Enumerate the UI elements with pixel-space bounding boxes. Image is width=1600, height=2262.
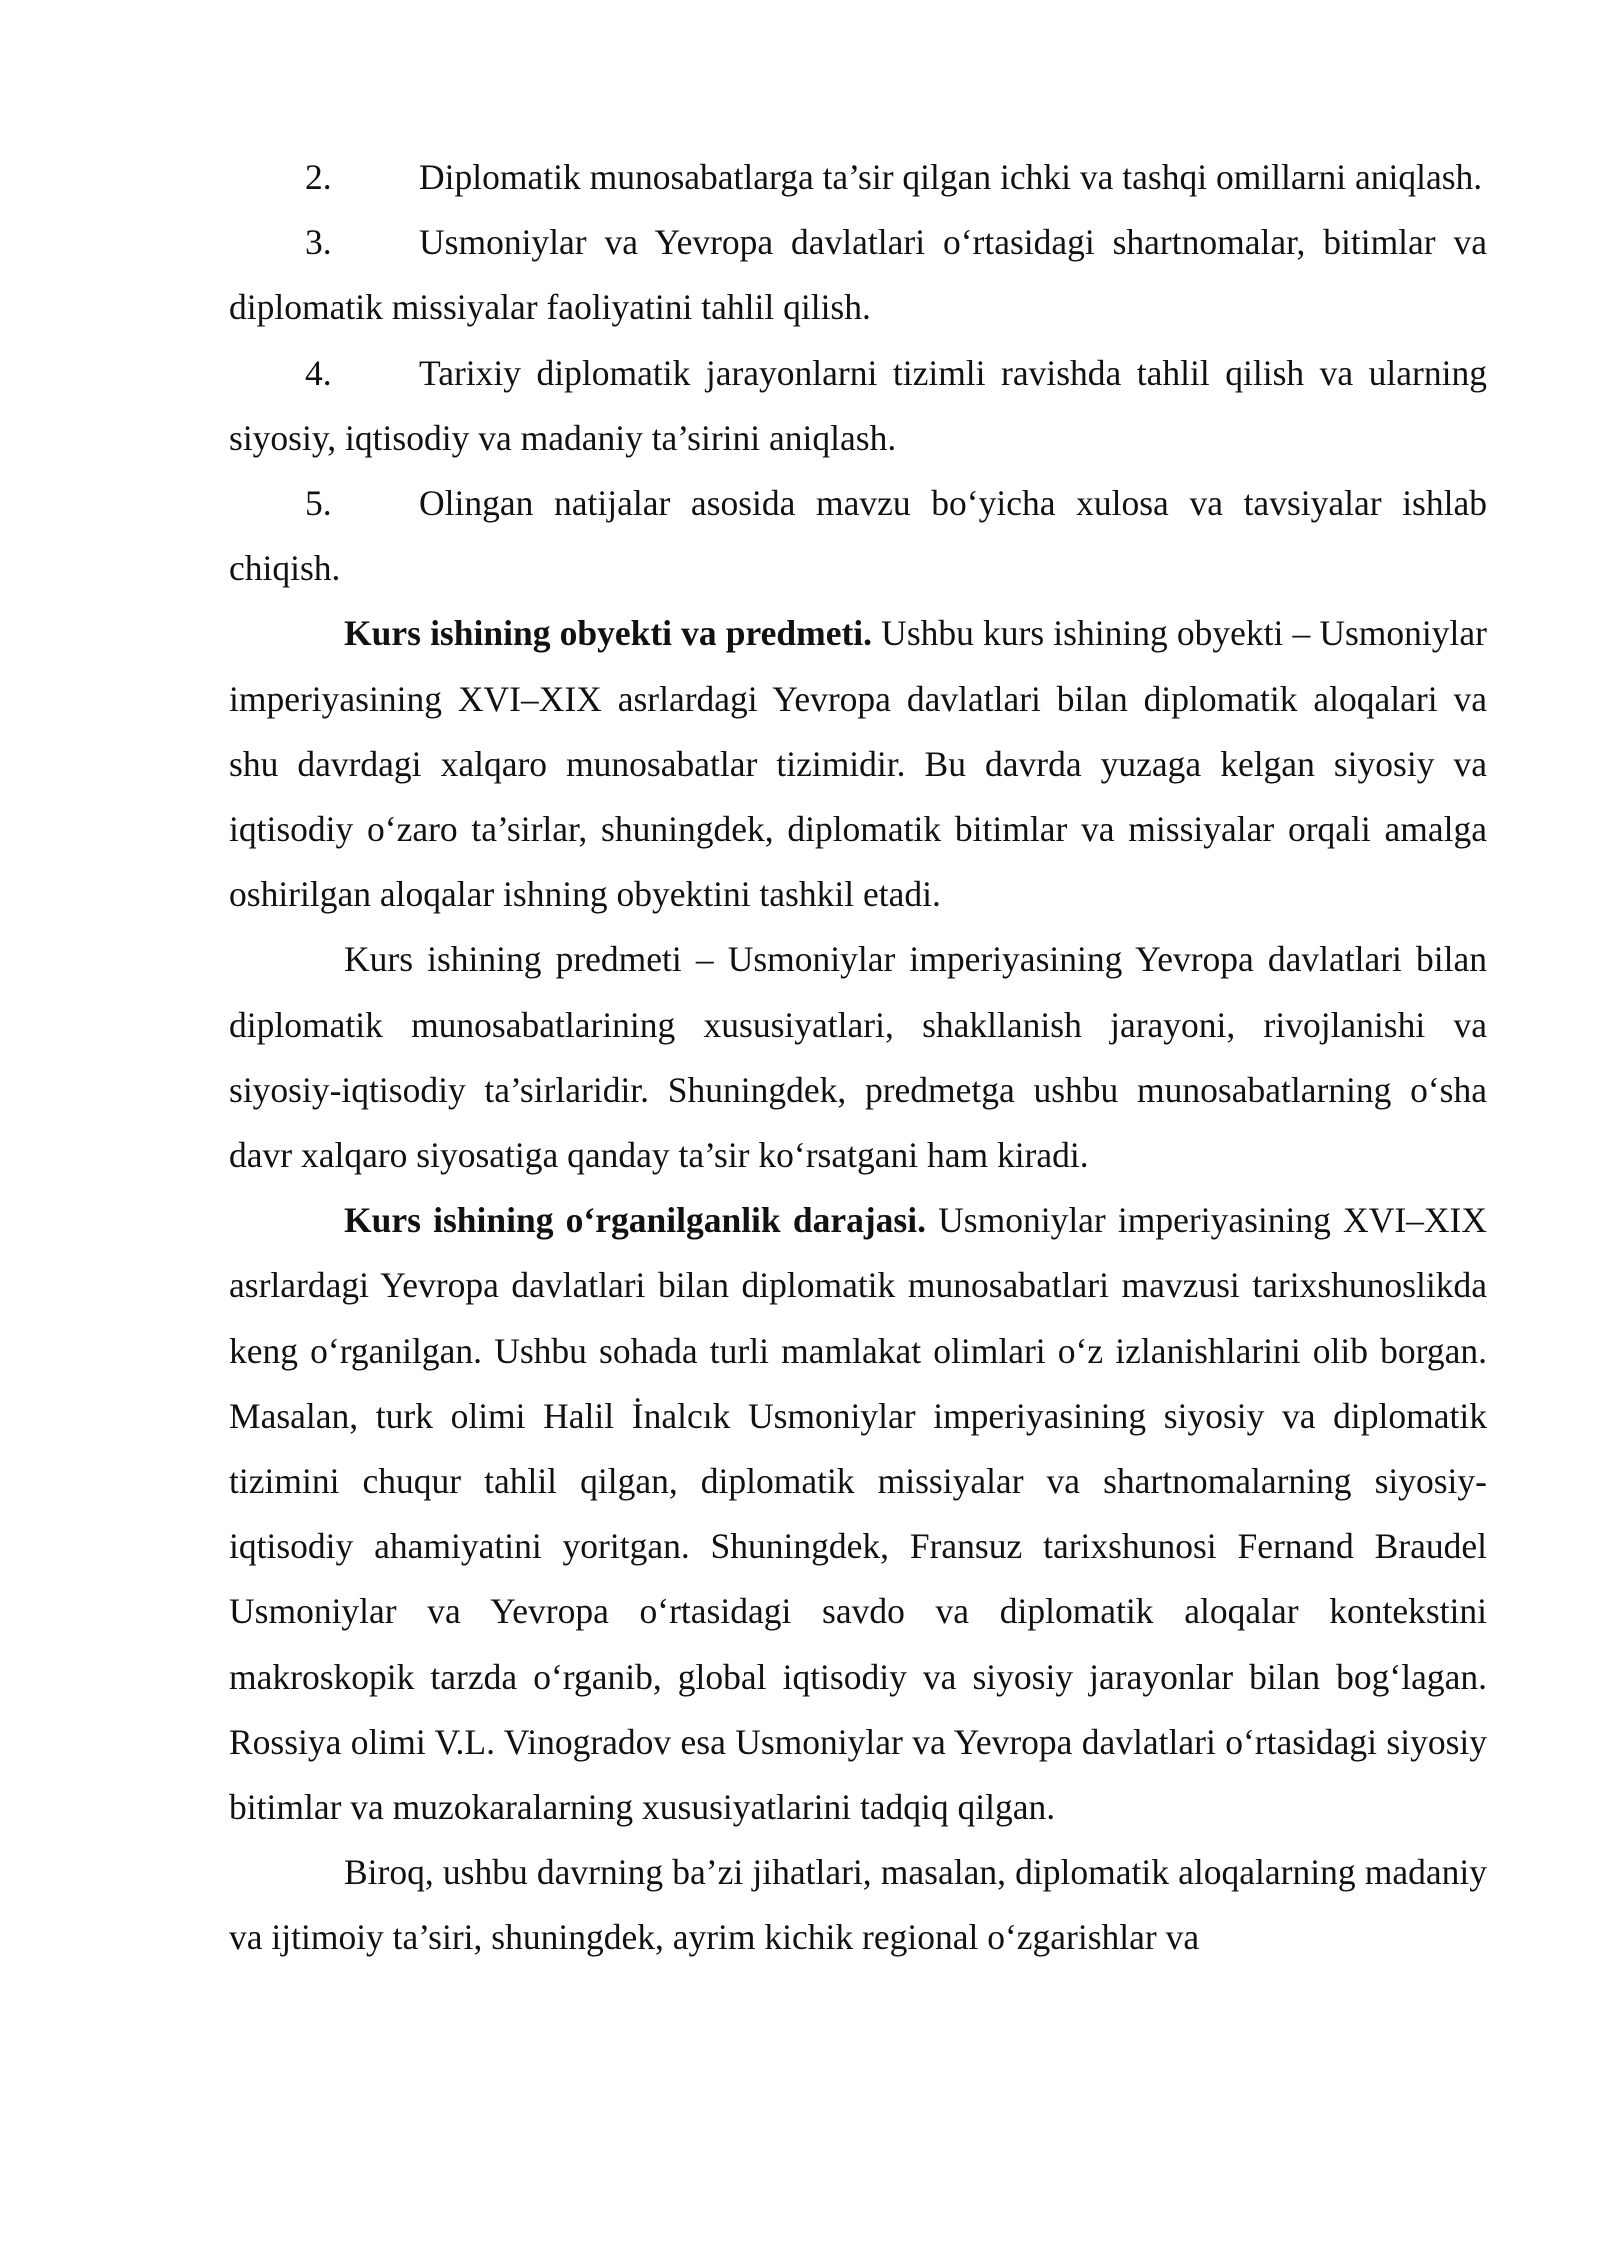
list-item-text: Olingan natijalar asosida mavzu bo‘yicha xulosa va tavsiyalar ishlab chiqish.: [229, 483, 1487, 589]
object-heading: Kurs ishining obyekti va predmeti.: [344, 613, 873, 654]
object-text: Ushbu kurs ishining obyekti – Usmoniylar imperiyasining XVI–XIX asrlardagi Yevropa davlatlari bilan diplomatik aloqalari va shu davrdagi xalqaro munosabatlar tizimidir. Bu davrda yuzaga kelgan siyosiy va iqtisodiy o‘zaro ta’sirlar, shuningdek, diplomatik bitimlar va missiyalar orqali amalga oshirilgan aloqalar ishning obyektini tashkil etadi.: [229, 613, 1487, 915]
last-paragraph: [229, 1840, 1487, 1970]
list-item-number: 3.: [305, 222, 332, 263]
study-paragraph: [229, 1188, 1487, 1840]
list-item: [229, 341, 1487, 471]
list-item-text: Tarixiy diplomatik jarayonlarni tizimli ravishda tahlil qilish va ularning siyosiy, iqtisodiy va madaniy ta’sirini aniqlash.: [229, 352, 1487, 458]
list-item: [229, 210, 1487, 340]
object-paragraph: [229, 601, 1487, 927]
last-text: Biroq, ushbu davrning ba’zi jihatlari, masalan, diplomatik aloqalarning madaniy va ijtimoiy ta’siri, shuningdek, ayrim kichik regional o‘zgarishlar va: [229, 1852, 1487, 1958]
study-heading: Kurs ishining o‘rganilganlik darajasi.: [344, 1200, 926, 1241]
list-item-number: 2.: [305, 157, 332, 197]
list-item: [229, 471, 1487, 601]
list-item-number: 4.: [305, 352, 332, 393]
list-item-text: Diplomatik munosabatlarga ta’sir qilgan ichki va tashqi omillarni aniqlash.: [419, 157, 1483, 197]
subject-text: Kurs ishining predmeti – Usmoniylar imperiyasining Yevropa davlatlari bilan diplomatik munosabatlarining xususiyatlari, shakllanish jarayoni, rivojlanishi va siyosiy-iqtisodiy ta’sirlaridir. Shuningdek, predmetga ushbu munosabatlarning o‘sha davr xalqaro siyosatiga qanday ta’sir ko‘rsatgani ham kiradi.: [229, 939, 1487, 1176]
study-text: Usmoniylar imperiyasining XVI–XIX asrlardagi Yevropa davlatlari bilan diplomatik munosabatlari mavzusi tarixshunoslikda keng o‘rganilgan. Ushbu sohada turli mamlakat olimlari o‘z izlanishlarini olib borgan. Masalan, turk olimi Halil İnalcık Usmoniylar imperiyasining siyosiy va diplomatik tizimini chuqur tahlil qilgan, diplomatik missiyalar va shartnomalarning siyosiy-iqtisodiy ahamiyatini yoritgan. Shuningdek, Fransuz tarixshunosi Fernand Braudel Usmoniylar va Yevropa o‘rtasidagi savdo va diplomatik aloqalar kontekstini makroskopik tarzda o‘rganib, global iqtisodiy va siyosiy jarayonlar bilan bog‘lagan. Rossiya olimi V.L. Vinogradov esa Usmoniylar va Yevropa davlatlari o‘rtasidagi siyosiy bitimlar va muzokaralarning xususiyatlarini tadqiq qilgan.: [229, 1200, 1488, 1828]
document-page: [229, 145, 1487, 1971]
subject-paragraph: [229, 927, 1487, 1188]
list-item: [229, 145, 1487, 210]
list-item-number: 5.: [305, 483, 332, 524]
list-item-text: Usmoniylar va Yevropa davlatlari o‘rtasidagi shartnomalar, bitimlar va diplomatik missiyalar faoliyatini tahlil qilish.: [229, 222, 1487, 328]
